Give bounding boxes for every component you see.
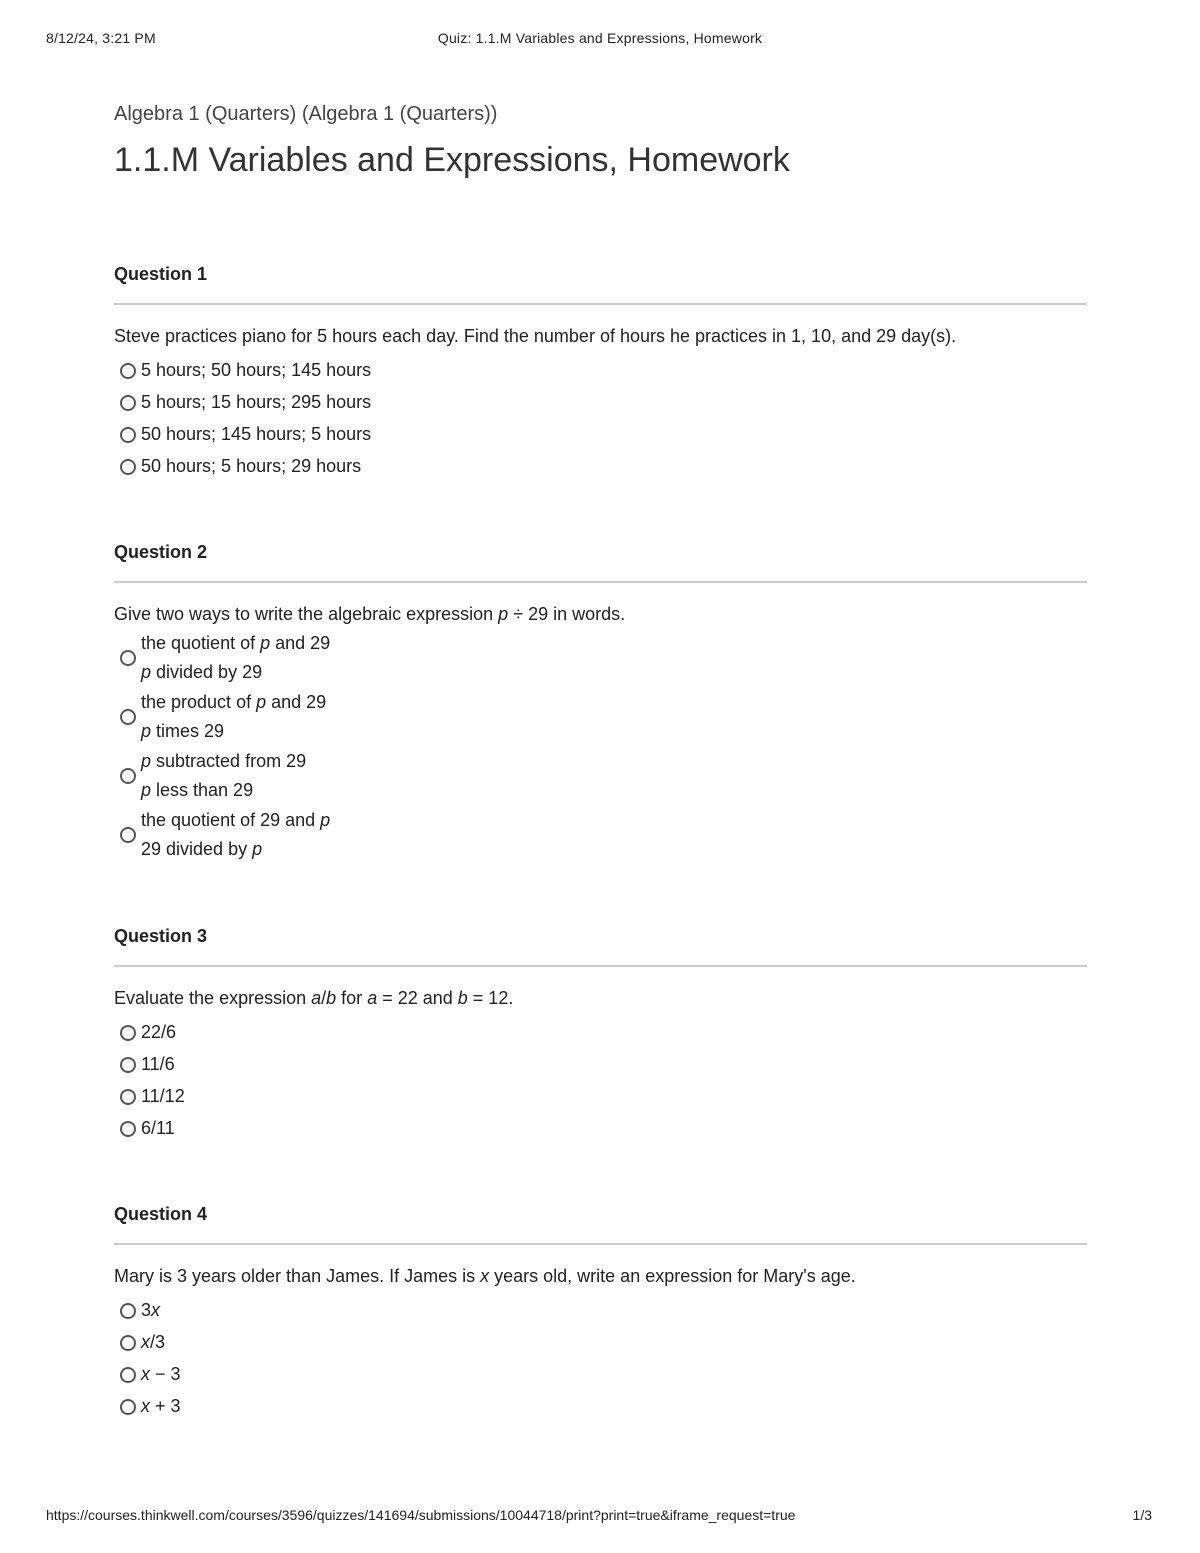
question-2 — [114, 540, 1087, 864]
radio-button[interactable] — [120, 768, 136, 784]
question-4 — [114, 1202, 1087, 1422]
print-datetime: 8/12/24, 3:21 PM — [46, 30, 156, 46]
question-1 — [114, 262, 1087, 482]
question-divider — [114, 965, 1087, 967]
answer-option[interactable] — [114, 418, 1087, 450]
answer-option[interactable] — [114, 354, 1087, 386]
answer-label: 50 hours; 5 hours; 29 hours — [141, 455, 362, 476]
question-3 — [114, 924, 1087, 1144]
answer-label: 5 hours; 15 hours; 295 hours — [141, 391, 372, 412]
radio-button[interactable] — [120, 827, 136, 843]
radio-button[interactable] — [120, 1335, 136, 1351]
answer-list — [114, 1016, 1087, 1144]
question-text: Mary is 3 years older than James. If James is x years old, write an expression for Mary's age. — [114, 1266, 856, 1286]
radio-button[interactable] — [120, 1025, 136, 1041]
answer-option[interactable] — [114, 1294, 1087, 1326]
question-heading: Question 4 — [114, 1204, 208, 1224]
answer-label: x + 3 — [141, 1395, 181, 1416]
radio-button[interactable] — [120, 427, 136, 443]
answer-option[interactable] — [114, 1016, 1087, 1048]
radio-button[interactable] — [120, 363, 136, 379]
answer-list — [114, 628, 1087, 864]
print-url: https://courses.thinkwell.com/courses/3596/quizzes/141694/submissions/10044718/print?print=true&iframe_request=true — [46, 1507, 796, 1523]
question-text: Evaluate the expression a/b for a = 22 and b = 12. — [114, 988, 514, 1008]
print-page-title: Quiz: 1.1.M Variables and Expressions, Homework — [437, 30, 763, 46]
answer-option[interactable] — [114, 1112, 1087, 1144]
radio-button[interactable] — [120, 1121, 136, 1137]
answer-label: x − 3 — [141, 1363, 181, 1384]
answer-label: the product of p and 29 p times 29 — [141, 691, 327, 741]
question-divider — [114, 1243, 1087, 1245]
answer-option[interactable] — [114, 1048, 1087, 1080]
quiz-title: 1.1.M Variables and Expressions, Homework — [114, 141, 790, 179]
radio-button[interactable] — [120, 1303, 136, 1319]
question-heading: Question 1 — [114, 264, 208, 284]
answer-label: 3x — [141, 1299, 161, 1320]
radio-button[interactable] — [120, 1057, 136, 1073]
answer-option[interactable] — [114, 1326, 1087, 1358]
answer-list — [114, 354, 1087, 482]
answer-label: 5 hours; 50 hours; 145 hours — [141, 359, 372, 380]
answer-option[interactable] — [114, 746, 1087, 805]
answer-label: the quotient of 29 and p 29 divided by p — [141, 809, 331, 859]
question-divider — [114, 303, 1087, 305]
question-heading: Question 2 — [114, 542, 208, 562]
radio-button[interactable] — [120, 395, 136, 411]
answer-option[interactable] — [114, 628, 1087, 687]
page-number: 1/3 — [1132, 1507, 1152, 1523]
answer-label: 6/11 — [141, 1117, 175, 1138]
answer-label: the quotient of p and 29 p divided by 29 — [141, 632, 331, 682]
answer-label: x/3 — [141, 1331, 166, 1352]
answer-option[interactable] — [114, 687, 1087, 746]
answer-option[interactable] — [114, 450, 1087, 482]
question-text: Give two ways to write the algebraic expression p ÷ 29 in words. — [114, 604, 626, 624]
answer-option[interactable] — [114, 1080, 1087, 1112]
question-heading: Question 3 — [114, 926, 208, 946]
answer-option[interactable] — [114, 805, 1087, 864]
radio-button[interactable] — [120, 1089, 136, 1105]
quiz-content — [114, 100, 1087, 1416]
answer-label: 11/6 — [141, 1053, 175, 1074]
question-text: Steve practices piano for 5 hours each day. Find the number of hours he practices in 1, 10, and 29 day(s). — [114, 326, 957, 346]
radio-button[interactable] — [120, 650, 136, 666]
answer-option[interactable] — [114, 386, 1087, 418]
answer-label: p subtracted from 29 p less than 29 — [141, 750, 307, 800]
course-name: Algebra 1 (Quarters) (Algebra 1 (Quarters)) — [114, 103, 498, 125]
radio-button[interactable] — [120, 1399, 136, 1415]
answer-label: 50 hours; 145 hours; 5 hours — [141, 423, 372, 444]
answer-list — [114, 1294, 1087, 1422]
answer-label: 22/6 — [141, 1021, 177, 1042]
answer-option[interactable] — [114, 1358, 1087, 1390]
radio-button[interactable] — [120, 459, 136, 475]
radio-button[interactable] — [120, 1367, 136, 1383]
radio-button[interactable] — [120, 709, 136, 725]
question-divider — [114, 581, 1087, 583]
answer-label: 11/12 — [141, 1085, 185, 1106]
answer-option[interactable] — [114, 1390, 1087, 1422]
